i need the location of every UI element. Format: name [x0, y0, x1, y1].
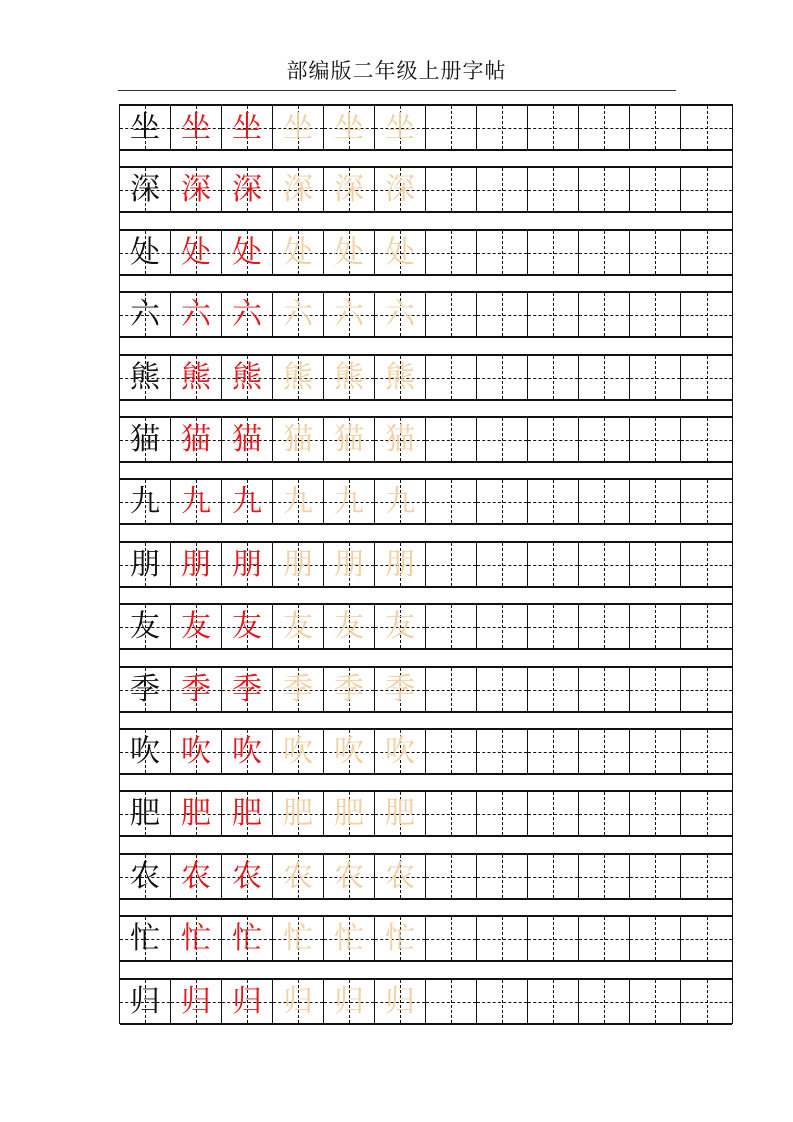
red-character: 处 [232, 234, 262, 270]
writing-cell-trace[interactable] [324, 293, 375, 336]
writing-cell-model[interactable] [120, 168, 171, 211]
writing-cell-red[interactable] [171, 668, 222, 711]
writing-cell-empty[interactable] [579, 668, 630, 711]
red-character: 农 [232, 858, 262, 894]
red-character: 归 [232, 983, 262, 1019]
writing-cell-red[interactable] [171, 792, 222, 835]
writing-cell-trace[interactable] [375, 231, 426, 274]
writing-cell-model[interactable] [120, 668, 171, 711]
writing-cell-empty[interactable] [426, 356, 477, 399]
writing-cell-trace[interactable] [324, 356, 375, 399]
writing-cell-empty[interactable] [681, 418, 732, 461]
writing-cell-empty[interactable] [630, 231, 681, 274]
writing-cell-empty[interactable] [426, 480, 477, 523]
writing-cell-red[interactable] [222, 730, 273, 773]
writing-cell-empty[interactable] [426, 980, 477, 1023]
model-character: 熊 [130, 359, 160, 395]
trace-character: 朋 [334, 546, 364, 582]
writing-cell-empty[interactable] [681, 231, 732, 274]
writing-cell-empty[interactable] [681, 980, 732, 1023]
trace-character: 肥 [283, 795, 313, 831]
writing-cell-empty[interactable] [579, 168, 630, 211]
writing-cell-empty[interactable] [681, 356, 732, 399]
writing-cell-red[interactable] [171, 480, 222, 523]
writing-cell-empty[interactable] [426, 917, 477, 960]
writing-cell-red[interactable] [222, 231, 273, 274]
writing-cell-empty[interactable] [681, 668, 732, 711]
red-character: 处 [181, 234, 211, 270]
writing-cell-red[interactable] [222, 917, 273, 960]
practice-row [120, 354, 732, 401]
trace-character: 猫 [334, 421, 364, 457]
trace-character: 猫 [283, 421, 313, 457]
writing-cell-red[interactable] [171, 980, 222, 1023]
writing-cell-model[interactable] [120, 855, 171, 898]
red-character: 深 [181, 171, 211, 207]
model-character: 九 [130, 483, 160, 519]
red-character: 季 [232, 671, 262, 707]
writing-cell-empty[interactable] [630, 792, 681, 835]
writing-cell-empty[interactable] [681, 480, 732, 523]
writing-cell-empty[interactable] [528, 168, 579, 211]
writing-cell-empty[interactable] [579, 605, 630, 648]
red-character: 六 [181, 296, 211, 332]
red-character: 季 [181, 671, 211, 707]
writing-cell-red[interactable] [171, 418, 222, 461]
writing-cell-trace[interactable] [273, 605, 324, 648]
writing-cell-empty[interactable] [426, 418, 477, 461]
trace-character: 季 [385, 671, 415, 707]
writing-cell-empty[interactable] [477, 668, 528, 711]
trace-character: 归 [385, 983, 415, 1019]
writing-cell-trace[interactable] [375, 356, 426, 399]
writing-cell-trace[interactable] [375, 418, 426, 461]
trace-character: 归 [334, 983, 364, 1019]
writing-cell-red[interactable] [222, 792, 273, 835]
writing-cell-empty[interactable] [630, 980, 681, 1023]
writing-cell-empty[interactable] [477, 605, 528, 648]
writing-cell-trace[interactable] [375, 605, 426, 648]
red-character: 友 [232, 608, 262, 644]
practice-row [120, 978, 732, 1025]
trace-character: 六 [334, 296, 364, 332]
writing-cell-empty[interactable] [579, 480, 630, 523]
trace-character: 九 [334, 483, 364, 519]
writing-cell-empty[interactable] [477, 168, 528, 211]
trace-character: 坐 [385, 109, 415, 145]
trace-character: 深 [334, 171, 364, 207]
red-character: 肥 [232, 795, 262, 831]
writing-cell-empty[interactable] [528, 668, 579, 711]
model-character: 坐 [130, 109, 160, 145]
writing-cell-red[interactable] [222, 543, 273, 586]
writing-cell-empty[interactable] [579, 418, 630, 461]
trace-character: 坐 [283, 109, 313, 145]
writing-cell-empty[interactable] [681, 168, 732, 211]
model-character: 朋 [130, 546, 160, 582]
trace-character: 处 [283, 234, 313, 270]
writing-cell-empty[interactable] [528, 418, 579, 461]
trace-character: 熊 [385, 359, 415, 395]
red-character: 深 [232, 171, 262, 207]
writing-cell-empty[interactable] [528, 917, 579, 960]
writing-cell-trace[interactable] [273, 418, 324, 461]
writing-cell-model[interactable] [120, 293, 171, 336]
writing-cell-empty[interactable] [681, 730, 732, 773]
writing-cell-red[interactable] [171, 293, 222, 336]
trace-character: 吹 [334, 733, 364, 769]
writing-cell-empty[interactable] [528, 231, 579, 274]
writing-cell-red[interactable] [171, 356, 222, 399]
writing-cell-empty[interactable] [477, 980, 528, 1023]
red-character: 九 [181, 483, 211, 519]
writing-cell-trace[interactable] [273, 792, 324, 835]
red-character: 农 [181, 858, 211, 894]
writing-cell-model[interactable] [120, 605, 171, 648]
writing-cell-trace[interactable] [273, 668, 324, 711]
trace-character: 季 [283, 671, 313, 707]
writing-cell-red[interactable] [222, 668, 273, 711]
practice-row [120, 166, 732, 213]
trace-character: 处 [334, 234, 364, 270]
writing-cell-empty[interactable] [528, 480, 579, 523]
writing-cell-trace[interactable] [375, 106, 426, 149]
writing-cell-empty[interactable] [426, 543, 477, 586]
writing-cell-empty[interactable] [426, 293, 477, 336]
writing-cell-empty[interactable] [426, 668, 477, 711]
practice-row [120, 478, 732, 525]
practice-row [120, 666, 732, 713]
writing-cell-empty[interactable] [630, 356, 681, 399]
writing-cell-empty[interactable] [630, 917, 681, 960]
writing-cell-empty[interactable] [630, 668, 681, 711]
writing-cell-empty[interactable] [528, 730, 579, 773]
trace-character: 友 [334, 608, 364, 644]
writing-cell-trace[interactable] [375, 917, 426, 960]
writing-cell-empty[interactable] [477, 231, 528, 274]
model-character: 农 [130, 858, 160, 894]
writing-cell-empty[interactable] [477, 106, 528, 149]
writing-cell-empty[interactable] [528, 106, 579, 149]
writing-cell-trace[interactable] [324, 231, 375, 274]
page-title: 部编版二年级上册字帖 [286, 59, 507, 83]
writing-cell-red[interactable] [171, 855, 222, 898]
writing-cell-trace[interactable] [273, 543, 324, 586]
writing-cell-red[interactable] [222, 980, 273, 1023]
writing-cell-empty[interactable] [477, 543, 528, 586]
writing-cell-trace[interactable] [324, 418, 375, 461]
model-character: 吹 [130, 733, 160, 769]
writing-cell-trace[interactable] [324, 730, 375, 773]
writing-cell-red[interactable] [222, 418, 273, 461]
trace-character: 归 [283, 983, 313, 1019]
writing-cell-empty[interactable] [579, 792, 630, 835]
writing-cell-empty[interactable] [579, 730, 630, 773]
red-character: 肥 [181, 795, 211, 831]
writing-cell-empty[interactable] [528, 792, 579, 835]
writing-cell-red[interactable] [171, 168, 222, 211]
writing-cell-empty[interactable] [630, 418, 681, 461]
writing-cell-empty[interactable] [681, 293, 732, 336]
writing-cell-empty[interactable] [426, 792, 477, 835]
writing-cell-trace[interactable] [324, 855, 375, 898]
writing-cell-red[interactable] [171, 605, 222, 648]
trace-character: 深 [283, 171, 313, 207]
writing-cell-trace[interactable] [324, 792, 375, 835]
writing-cell-empty[interactable] [681, 543, 732, 586]
writing-cell-model[interactable] [120, 231, 171, 274]
writing-cell-empty[interactable] [528, 605, 579, 648]
practice-row [120, 291, 732, 338]
writing-cell-model[interactable] [120, 543, 171, 586]
model-character: 忙 [130, 920, 160, 956]
writing-cell-model[interactable] [120, 917, 171, 960]
trace-character: 六 [385, 296, 415, 332]
writing-cell-trace[interactable] [375, 980, 426, 1023]
writing-cell-empty[interactable] [426, 855, 477, 898]
writing-cell-empty[interactable] [630, 106, 681, 149]
trace-character: 忙 [385, 920, 415, 956]
practice-row [120, 853, 732, 900]
practice-row [120, 229, 732, 276]
writing-cell-empty[interactable] [477, 356, 528, 399]
practice-row [120, 728, 732, 775]
model-character: 六 [130, 296, 160, 332]
writing-cell-trace[interactable] [375, 668, 426, 711]
practice-row [120, 416, 732, 463]
writing-cell-empty[interactable] [681, 917, 732, 960]
writing-cell-empty[interactable] [681, 855, 732, 898]
writing-cell-empty[interactable] [579, 855, 630, 898]
red-character: 吹 [232, 733, 262, 769]
red-character: 坐 [181, 109, 211, 145]
writing-cell-red[interactable] [222, 168, 273, 211]
trace-character: 肥 [334, 795, 364, 831]
model-character: 季 [130, 671, 160, 707]
writing-cell-empty[interactable] [477, 792, 528, 835]
writing-cell-trace[interactable] [273, 980, 324, 1023]
trace-character: 农 [385, 858, 415, 894]
writing-cell-empty[interactable] [528, 356, 579, 399]
writing-cell-empty[interactable] [630, 605, 681, 648]
writing-cell-empty[interactable] [477, 730, 528, 773]
trace-character: 熊 [283, 359, 313, 395]
writing-cell-empty[interactable] [681, 605, 732, 648]
writing-cell-model[interactable] [120, 106, 171, 149]
writing-cell-red[interactable] [171, 106, 222, 149]
red-character: 坐 [232, 109, 262, 145]
writing-cell-trace[interactable] [324, 168, 375, 211]
writing-cell-red[interactable] [222, 293, 273, 336]
writing-cell-empty[interactable] [681, 106, 732, 149]
writing-cell-model[interactable] [120, 792, 171, 835]
writing-cell-empty[interactable] [579, 231, 630, 274]
red-character: 朋 [181, 546, 211, 582]
writing-cell-trace[interactable] [273, 480, 324, 523]
writing-cell-model[interactable] [120, 480, 171, 523]
model-character: 归 [130, 983, 160, 1019]
writing-cell-trace[interactable] [273, 855, 324, 898]
writing-cell-empty[interactable] [477, 480, 528, 523]
writing-cell-trace[interactable] [324, 480, 375, 523]
trace-character: 坐 [334, 109, 364, 145]
writing-cell-trace[interactable] [324, 917, 375, 960]
writing-cell-empty[interactable] [477, 418, 528, 461]
writing-cell-empty[interactable] [426, 168, 477, 211]
writing-cell-trace[interactable] [324, 106, 375, 149]
writing-cell-trace[interactable] [375, 730, 426, 773]
trace-character: 友 [283, 608, 313, 644]
writing-cell-red[interactable] [222, 605, 273, 648]
red-character: 忙 [181, 920, 211, 956]
writing-cell-empty[interactable] [528, 980, 579, 1023]
trace-character: 九 [283, 483, 313, 519]
writing-cell-trace[interactable] [273, 293, 324, 336]
practice-row [120, 790, 732, 837]
writing-cell-red[interactable] [222, 480, 273, 523]
writing-cell-empty[interactable] [579, 917, 630, 960]
writing-cell-empty[interactable] [630, 293, 681, 336]
writing-cell-empty[interactable] [528, 543, 579, 586]
writing-cell-empty[interactable] [630, 168, 681, 211]
red-character: 熊 [181, 359, 211, 395]
practice-grid [119, 104, 733, 1024]
red-character: 归 [181, 983, 211, 1019]
writing-cell-empty[interactable] [426, 231, 477, 274]
writing-cell-red[interactable] [171, 730, 222, 773]
red-character: 九 [232, 483, 262, 519]
writing-cell-trace[interactable] [375, 855, 426, 898]
red-character: 朋 [232, 546, 262, 582]
trace-character: 友 [385, 608, 415, 644]
writing-cell-empty[interactable] [681, 792, 732, 835]
model-character: 友 [130, 608, 160, 644]
writing-cell-empty[interactable] [630, 855, 681, 898]
writing-cell-empty[interactable] [426, 106, 477, 149]
red-character: 猫 [232, 421, 262, 457]
trace-character: 吹 [283, 733, 313, 769]
writing-cell-empty[interactable] [630, 480, 681, 523]
writing-cell-red[interactable] [222, 106, 273, 149]
writing-cell-trace[interactable] [273, 917, 324, 960]
trace-character: 肥 [385, 795, 415, 831]
red-character: 友 [181, 608, 211, 644]
practice-row [120, 541, 732, 588]
writing-cell-empty[interactable] [477, 855, 528, 898]
writing-cell-red[interactable] [171, 543, 222, 586]
writing-cell-empty[interactable] [528, 855, 579, 898]
writing-cell-model[interactable] [120, 730, 171, 773]
writing-cell-trace[interactable] [375, 543, 426, 586]
trace-character: 农 [283, 858, 313, 894]
writing-cell-empty[interactable] [477, 917, 528, 960]
trace-character: 朋 [283, 546, 313, 582]
writing-cell-red[interactable] [171, 231, 222, 274]
trace-character: 九 [385, 483, 415, 519]
writing-cell-trace[interactable] [324, 543, 375, 586]
writing-cell-trace[interactable] [324, 605, 375, 648]
red-character: 吹 [181, 733, 211, 769]
writing-cell-empty[interactable] [630, 730, 681, 773]
red-character: 六 [232, 296, 262, 332]
writing-cell-empty[interactable] [579, 356, 630, 399]
writing-cell-empty[interactable] [426, 605, 477, 648]
writing-cell-trace[interactable] [273, 356, 324, 399]
writing-cell-empty[interactable] [579, 293, 630, 336]
trace-character: 六 [283, 296, 313, 332]
trace-character: 忙 [283, 920, 313, 956]
trace-character: 深 [385, 171, 415, 207]
trace-character: 朋 [385, 546, 415, 582]
writing-cell-trace[interactable] [324, 980, 375, 1023]
writing-cell-trace[interactable] [375, 792, 426, 835]
writing-cell-empty[interactable] [579, 543, 630, 586]
title-divider [118, 90, 676, 91]
red-character: 熊 [232, 359, 262, 395]
writing-cell-model[interactable] [120, 356, 171, 399]
trace-character: 农 [334, 858, 364, 894]
writing-cell-empty[interactable] [579, 980, 630, 1023]
practice-row [120, 104, 732, 151]
writing-cell-red[interactable] [222, 855, 273, 898]
trace-character: 季 [334, 671, 364, 707]
writing-cell-trace[interactable] [273, 231, 324, 274]
writing-cell-empty[interactable] [579, 106, 630, 149]
writing-cell-empty[interactable] [477, 293, 528, 336]
writing-cell-trace[interactable] [324, 668, 375, 711]
writing-cell-trace[interactable] [273, 168, 324, 211]
model-character: 肥 [130, 795, 160, 831]
writing-cell-trace[interactable] [375, 168, 426, 211]
red-character: 猫 [181, 421, 211, 457]
trace-character: 熊 [334, 359, 364, 395]
trace-character: 忙 [334, 920, 364, 956]
trace-character: 吹 [385, 733, 415, 769]
writing-cell-empty[interactable] [426, 730, 477, 773]
writing-cell-trace[interactable] [375, 293, 426, 336]
writing-cell-model[interactable] [120, 418, 171, 461]
practice-row [120, 603, 732, 650]
writing-cell-trace[interactable] [273, 106, 324, 149]
writing-cell-trace[interactable] [273, 730, 324, 773]
trace-character: 猫 [385, 421, 415, 457]
model-character: 处 [130, 234, 160, 270]
writing-cell-trace[interactable] [375, 480, 426, 523]
writing-cell-model[interactable] [120, 980, 171, 1023]
writing-cell-empty[interactable] [630, 543, 681, 586]
model-character: 猫 [130, 421, 160, 457]
red-character: 忙 [232, 920, 262, 956]
writing-cell-red[interactable] [171, 917, 222, 960]
writing-cell-red[interactable] [222, 356, 273, 399]
trace-character: 处 [385, 234, 415, 270]
writing-cell-empty[interactable] [528, 293, 579, 336]
model-character: 深 [130, 171, 160, 207]
practice-row [120, 915, 732, 962]
